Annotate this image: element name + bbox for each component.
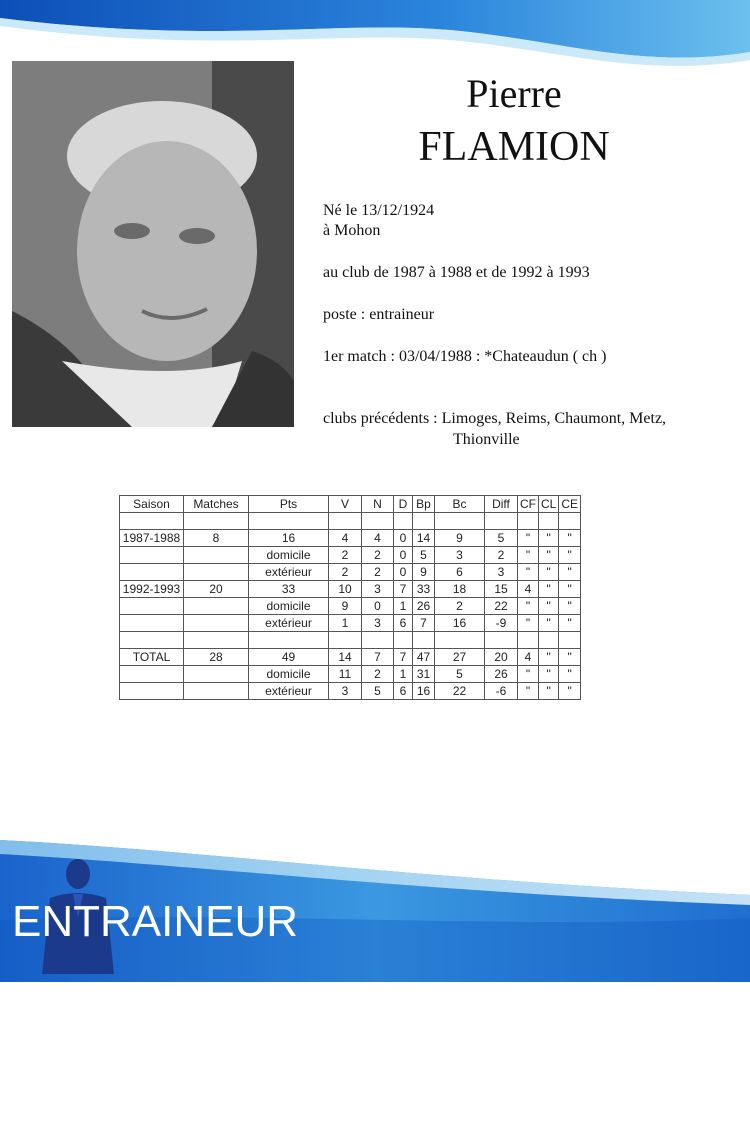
table-cell (329, 632, 362, 649)
first-match: 1er match : 03/04/1988 : *Chateaudun ( ch ) (323, 348, 607, 365)
table-row (120, 666, 581, 683)
table-cell (120, 615, 184, 632)
table-cell: " (518, 530, 539, 547)
table-cell (184, 513, 249, 530)
table-cell: domicile (249, 547, 329, 564)
table-cell (329, 513, 362, 530)
table-row (120, 649, 581, 666)
table-cell: " (559, 564, 581, 581)
table-cell: 1 (329, 615, 362, 632)
table-cell: 2 (329, 564, 362, 581)
table-cell: extérieur (249, 564, 329, 581)
table-cell: " (539, 530, 559, 547)
table-cell: 3 (329, 683, 362, 700)
table-cell: 6 (435, 564, 485, 581)
table-cell: 2 (485, 547, 518, 564)
table-cell: 16 (435, 615, 485, 632)
table-cell: 2 (435, 598, 485, 615)
table-row (120, 564, 581, 581)
table-cell: " (518, 666, 539, 683)
table-cell: 16 (249, 530, 329, 547)
table-cell (435, 632, 485, 649)
table-cell: domicile (249, 598, 329, 615)
table-cell: " (539, 598, 559, 615)
table-cell: 49 (249, 649, 329, 666)
table-cell (485, 632, 518, 649)
stats-table (119, 495, 581, 700)
table-cell: " (518, 615, 539, 632)
table-cell (362, 632, 394, 649)
table-cell: -9 (485, 615, 518, 632)
table-cell (559, 513, 581, 530)
table-cell: 9 (413, 564, 435, 581)
table-cell (120, 547, 184, 564)
table-cell (394, 513, 413, 530)
table-cell (184, 547, 249, 564)
table-cell: " (559, 666, 581, 683)
table-cell: 33 (413, 581, 435, 598)
table-cell: " (539, 581, 559, 598)
table-cell: 14 (329, 649, 362, 666)
table-cell (184, 632, 249, 649)
table-cell: 5 (435, 666, 485, 683)
table-cell (394, 632, 413, 649)
table-cell: " (559, 598, 581, 615)
table-cell: 9 (329, 598, 362, 615)
column-header: Pts (249, 496, 329, 513)
table-cell: 7 (362, 649, 394, 666)
table-cell (120, 564, 184, 581)
birth-place: à Mohon (323, 222, 381, 239)
table-cell: 22 (485, 598, 518, 615)
table-row (120, 530, 581, 547)
table-cell: 4 (518, 581, 539, 598)
table-cell: 2 (362, 564, 394, 581)
table-cell: 2 (362, 547, 394, 564)
column-header: CE (559, 496, 581, 513)
table-cell: 4 (329, 530, 362, 547)
table-cell: " (559, 683, 581, 700)
table-cell: 33 (249, 581, 329, 598)
table-cell: 0 (394, 530, 413, 547)
table-cell: " (518, 683, 539, 700)
table-cell: 0 (362, 598, 394, 615)
table-cell: " (518, 547, 539, 564)
column-header: Diff (485, 496, 518, 513)
table-cell: 10 (329, 581, 362, 598)
table-cell: " (559, 581, 581, 598)
table-cell (120, 513, 184, 530)
table-cell: 1 (394, 598, 413, 615)
table-cell (184, 615, 249, 632)
table-cell: 27 (435, 649, 485, 666)
table-cell (249, 513, 329, 530)
table-cell (413, 632, 435, 649)
table-cell: 26 (485, 666, 518, 683)
table-cell: 9 (435, 530, 485, 547)
column-header: CL (539, 496, 559, 513)
table-cell (518, 632, 539, 649)
table-cell: 14 (413, 530, 435, 547)
table-cell: 2 (362, 666, 394, 683)
table-cell: 28 (184, 649, 249, 666)
table-cell: 6 (394, 683, 413, 700)
table-cell: 2 (329, 547, 362, 564)
table-cell: TOTAL (120, 649, 184, 666)
position: poste : entraineur (323, 306, 435, 323)
table-cell: " (559, 615, 581, 632)
table-cell: 26 (413, 598, 435, 615)
table-cell: " (539, 547, 559, 564)
table-cell (413, 513, 435, 530)
column-header: Bp (413, 496, 435, 513)
portrait-illustration (12, 61, 294, 427)
table-cell: 7 (413, 615, 435, 632)
table-cell: " (539, 649, 559, 666)
table-row (120, 683, 581, 700)
table-cell: 11 (329, 666, 362, 683)
player-first-name: Pierre (466, 71, 562, 116)
table-cell (362, 513, 394, 530)
table-cell: 5 (485, 530, 518, 547)
column-header: Matches (184, 496, 249, 513)
table-cell: 0 (394, 547, 413, 564)
table-cell: " (539, 683, 559, 700)
column-header: Bc (435, 496, 485, 513)
table-cell: 4 (518, 649, 539, 666)
table-cell: " (539, 615, 559, 632)
table-cell: " (539, 564, 559, 581)
table-cell: " (518, 598, 539, 615)
table-cell: domicile (249, 666, 329, 683)
column-header: Saison (120, 496, 184, 513)
table-cell (559, 632, 581, 649)
table-cell (184, 666, 249, 683)
table-row (120, 581, 581, 598)
table-row (120, 513, 581, 530)
table-cell: 20 (485, 649, 518, 666)
table-cell: 3 (362, 581, 394, 598)
table-cell (539, 513, 559, 530)
table-cell: 22 (435, 683, 485, 700)
table-cell: 7 (394, 581, 413, 598)
table-cell (518, 513, 539, 530)
table-cell: " (559, 530, 581, 547)
table-cell: 47 (413, 649, 435, 666)
table-cell: 3 (485, 564, 518, 581)
table-cell (120, 598, 184, 615)
table-cell: 7 (394, 649, 413, 666)
table-cell: 5 (362, 683, 394, 700)
column-header: D (394, 496, 413, 513)
table-cell: 5 (413, 547, 435, 564)
table-cell (485, 513, 518, 530)
player-photo (12, 61, 294, 427)
table-cell: extérieur (249, 615, 329, 632)
table-cell (184, 598, 249, 615)
table-cell: 1987-1988 (120, 530, 184, 547)
previous-clubs: clubs précédents : Limoges, Reims, Chaumont, Metz, (323, 410, 667, 427)
table-cell: extérieur (249, 683, 329, 700)
club-period: au club de 1987 à 1988 et de 1992 à 1993 (323, 264, 590, 281)
table-cell (120, 666, 184, 683)
table-cell (120, 683, 184, 700)
table-cell: 3 (435, 547, 485, 564)
table-cell: 6 (394, 615, 413, 632)
table-cell: 31 (413, 666, 435, 683)
table-cell: 18 (435, 581, 485, 598)
role-label: ENTRAINEUR (12, 897, 299, 946)
table-cell: -6 (485, 683, 518, 700)
table-cell (435, 513, 485, 530)
table-cell: 15 (485, 581, 518, 598)
table-cell (120, 632, 184, 649)
table-row (120, 615, 581, 632)
table-cell: 1 (394, 666, 413, 683)
table-cell: 3 (362, 615, 394, 632)
column-header: CF (518, 496, 539, 513)
table-row (120, 632, 581, 649)
table-row (120, 547, 581, 564)
table-cell (539, 632, 559, 649)
table-cell: " (518, 564, 539, 581)
player-last-name: FLAMION (418, 124, 610, 170)
table-cell: 8 (184, 530, 249, 547)
column-header: N (362, 496, 394, 513)
birth-date: Né le 13/12/1924 (323, 202, 435, 219)
table-row (120, 598, 581, 615)
table-cell (184, 564, 249, 581)
table-cell: " (539, 666, 559, 683)
table-cell: 4 (362, 530, 394, 547)
table-header-row (120, 496, 581, 513)
table-cell (249, 632, 329, 649)
table-cell (184, 683, 249, 700)
table-cell: " (559, 649, 581, 666)
column-header: V (329, 496, 362, 513)
previous-clubs-continued: Thionville (453, 431, 520, 448)
table-cell: " (559, 547, 581, 564)
table-cell: 0 (394, 564, 413, 581)
table-cell: 16 (413, 683, 435, 700)
table-cell: 20 (184, 581, 249, 598)
table-cell: 1992-1993 (120, 581, 184, 598)
